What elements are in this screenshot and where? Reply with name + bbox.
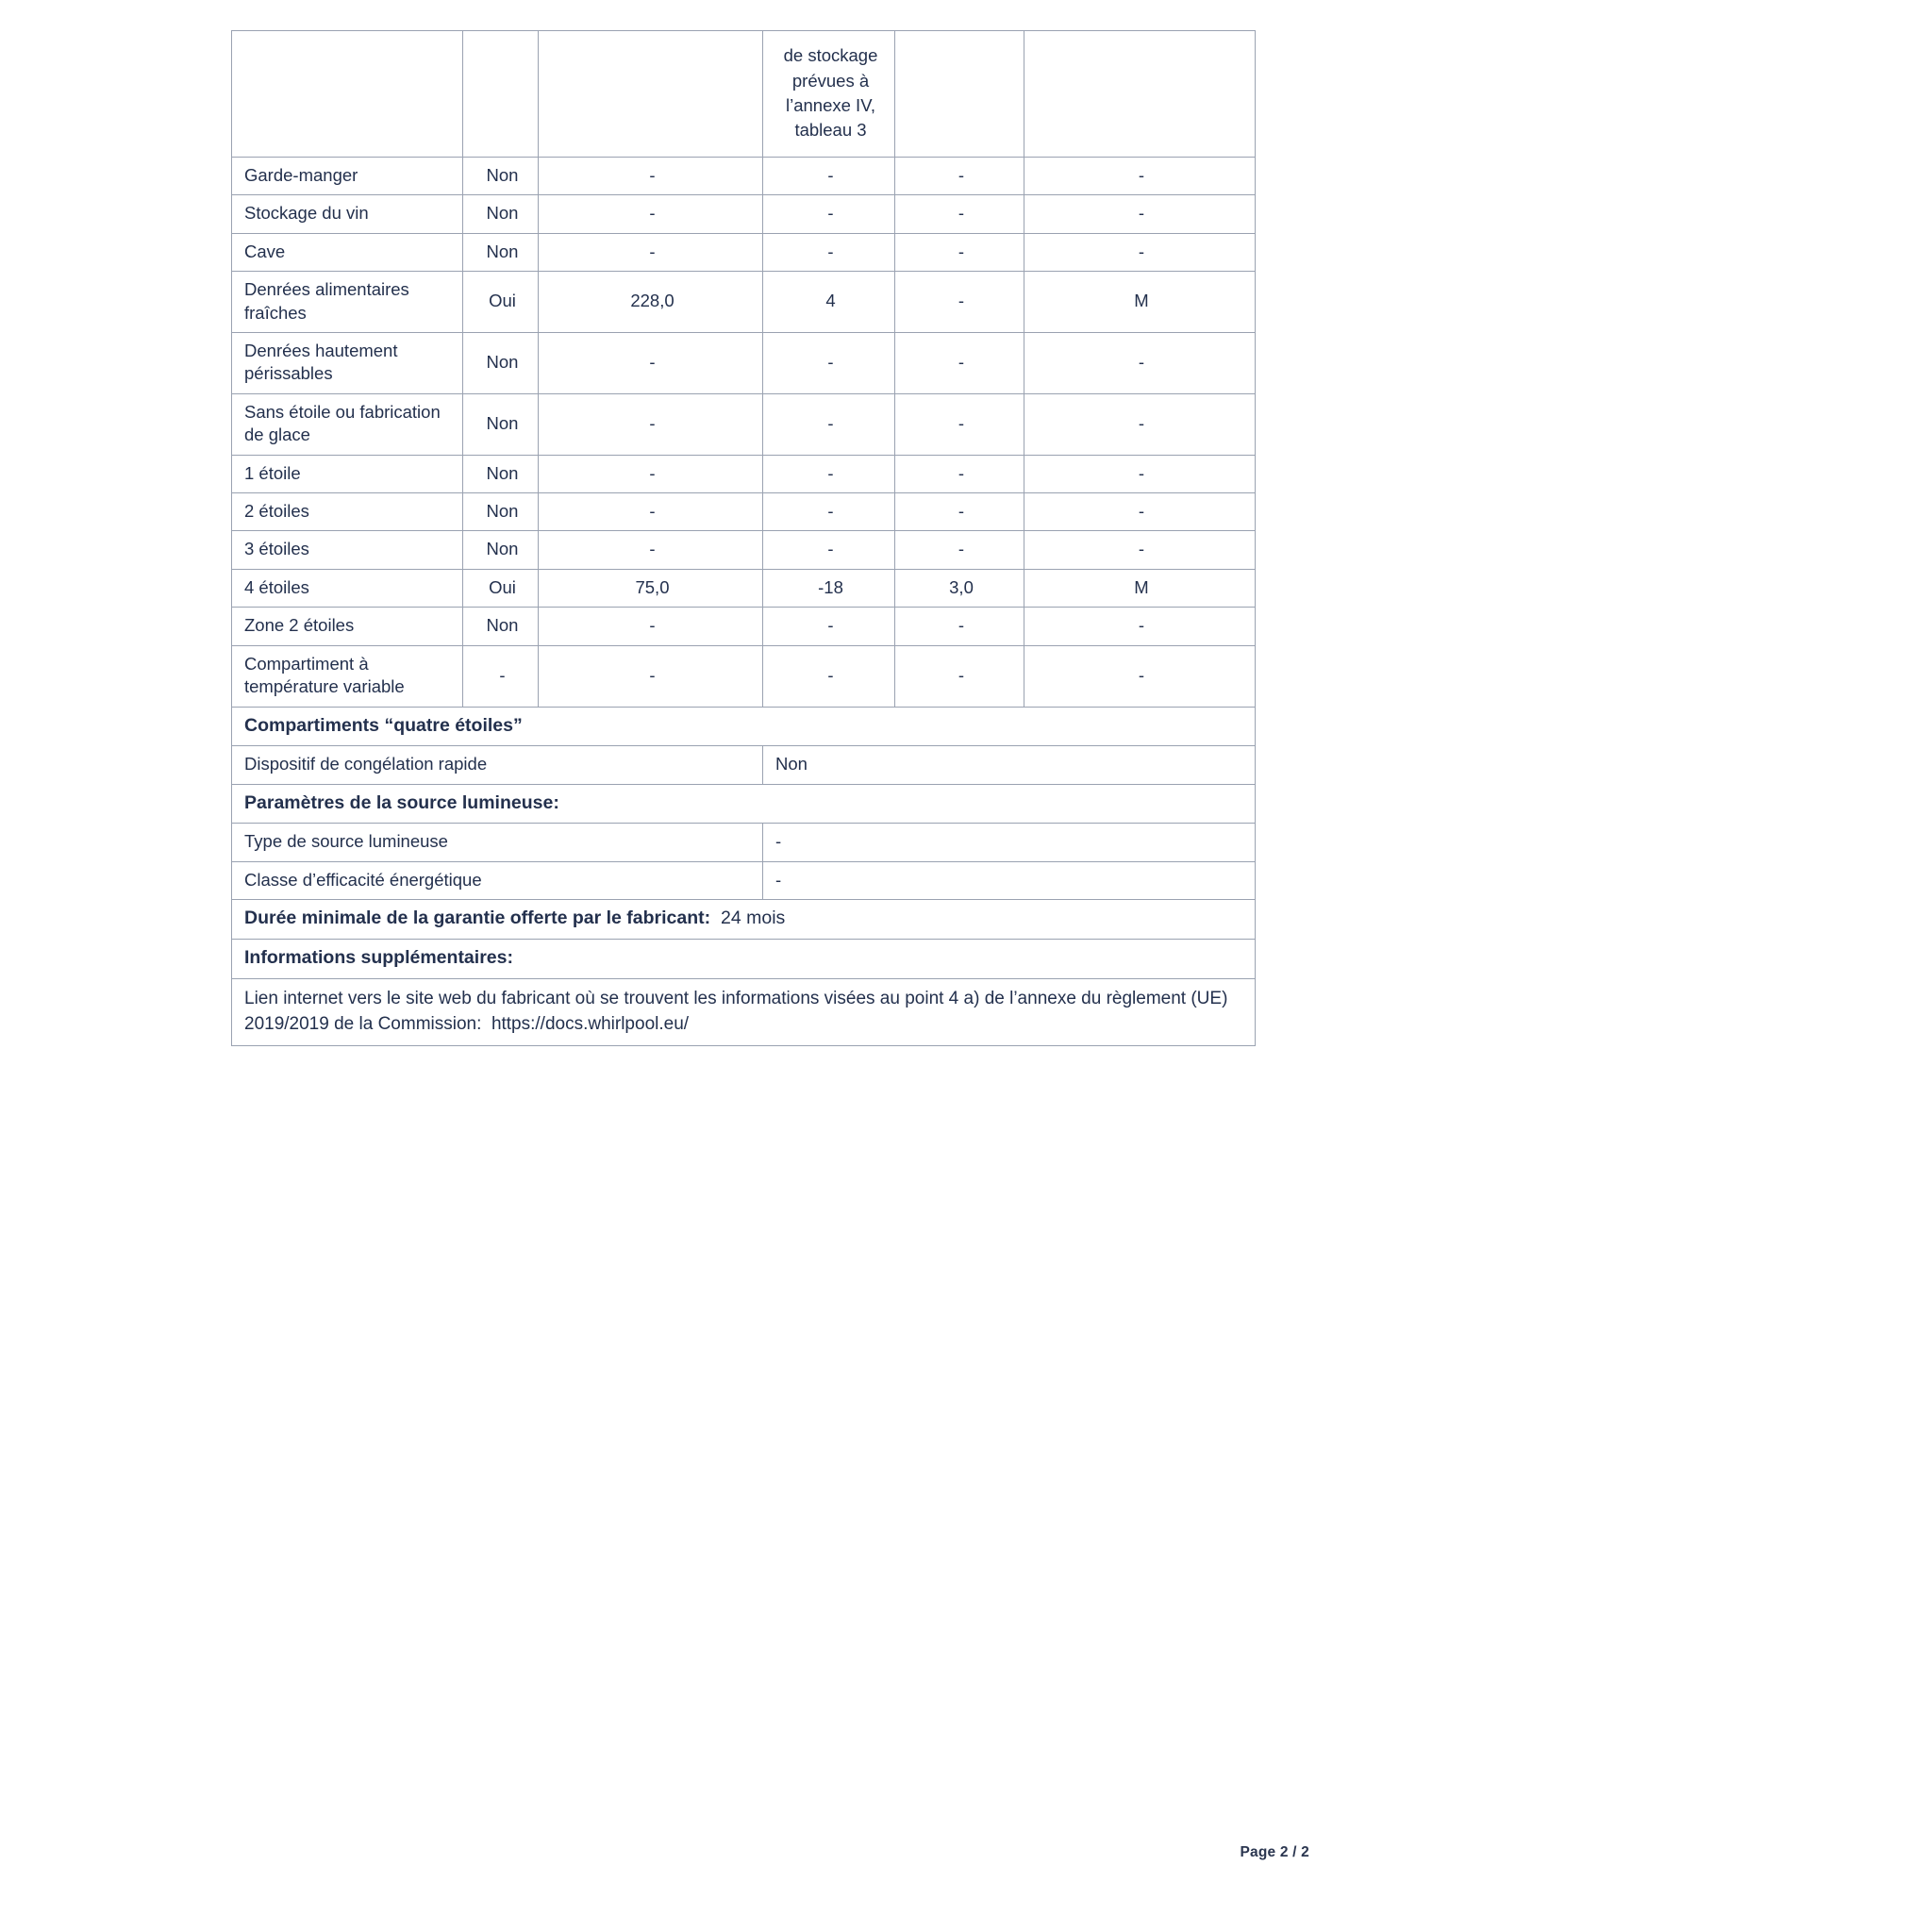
row-temperature: - bbox=[763, 393, 895, 455]
row-present: Non bbox=[463, 531, 539, 569]
table-row bbox=[232, 531, 1256, 569]
row-label: Compartiment à température variable bbox=[232, 645, 463, 707]
manufacturer-url[interactable]: https://docs.whirlpool.eu/ bbox=[491, 1014, 690, 1035]
row-present: - bbox=[463, 645, 539, 707]
row-label: Cave bbox=[232, 233, 463, 271]
row-type: - bbox=[1024, 393, 1256, 455]
row-present: Non bbox=[463, 158, 539, 195]
header-cell-temperature-note: de stockage prévues à l’annexe IV, tableau 3 bbox=[763, 31, 895, 158]
table-row bbox=[232, 233, 1256, 271]
row-volume: - bbox=[539, 333, 763, 394]
fast-freeze-label: Dispositif de congélation rapide bbox=[232, 746, 763, 784]
light-source-type-row bbox=[232, 824, 1256, 861]
row-label: Garde-manger bbox=[232, 158, 463, 195]
row-present: Oui bbox=[463, 272, 539, 333]
row-freezing: - bbox=[895, 493, 1024, 531]
warranty-label: Durée minimale de la garantie offerte par le fabricant: bbox=[244, 908, 711, 929]
row-label: Zone 2 étoiles bbox=[232, 608, 463, 645]
header-cell-present bbox=[463, 31, 539, 158]
row-volume: - bbox=[539, 195, 763, 233]
row-volume: - bbox=[539, 455, 763, 492]
warranty-value: 24 mois bbox=[721, 908, 786, 929]
four-star-section-heading-row bbox=[232, 707, 1256, 746]
row-volume: - bbox=[539, 233, 763, 271]
row-present: Non bbox=[463, 195, 539, 233]
row-label: 4 étoiles bbox=[232, 569, 463, 607]
row-label: Stockage du vin bbox=[232, 195, 463, 233]
row-volume: - bbox=[539, 158, 763, 195]
row-freezing: - bbox=[895, 233, 1024, 271]
light-source-type-label: Type de source lumineuse bbox=[232, 824, 763, 861]
row-volume: - bbox=[539, 531, 763, 569]
row-label: Denrées alimentaires fraîches bbox=[232, 272, 463, 333]
row-freezing: - bbox=[895, 531, 1024, 569]
row-type: - bbox=[1024, 493, 1256, 531]
header-cell-freezing bbox=[895, 31, 1024, 158]
row-temperature: - bbox=[763, 455, 895, 492]
table-row bbox=[232, 608, 1256, 645]
row-type: - bbox=[1024, 645, 1256, 707]
light-source-type-value: - bbox=[763, 824, 1256, 861]
row-present: Oui bbox=[463, 569, 539, 607]
row-freezing: - bbox=[895, 195, 1024, 233]
table-row bbox=[232, 569, 1256, 607]
row-volume: 75,0 bbox=[539, 569, 763, 607]
row-present: Non bbox=[463, 233, 539, 271]
row-freezing: 3,0 bbox=[895, 569, 1024, 607]
row-type: M bbox=[1024, 272, 1256, 333]
row-volume: - bbox=[539, 645, 763, 707]
light-source-heading-row bbox=[232, 784, 1256, 824]
table-row bbox=[232, 493, 1256, 531]
manufacturer-link-cell bbox=[232, 978, 1256, 1045]
row-label: 1 étoile bbox=[232, 455, 463, 492]
spec-sheet bbox=[231, 30, 1255, 1046]
row-type: M bbox=[1024, 569, 1256, 607]
manufacturer-link-row bbox=[232, 978, 1256, 1045]
warranty-value-spacer bbox=[710, 908, 721, 928]
row-present: Non bbox=[463, 608, 539, 645]
row-type: - bbox=[1024, 455, 1256, 492]
row-freezing: - bbox=[895, 158, 1024, 195]
additional-info-heading: Informations supplémentaires: bbox=[232, 939, 1256, 978]
light-source-class-value: - bbox=[763, 861, 1256, 899]
table-header-row bbox=[232, 31, 1256, 158]
table-row bbox=[232, 455, 1256, 492]
row-temperature: - bbox=[763, 233, 895, 271]
row-volume: - bbox=[539, 493, 763, 531]
row-present: Non bbox=[463, 493, 539, 531]
light-source-class-label: Classe d’efficacité énergétique bbox=[232, 861, 763, 899]
row-temperature: - bbox=[763, 608, 895, 645]
table-row bbox=[232, 645, 1256, 707]
row-volume: 228,0 bbox=[539, 272, 763, 333]
row-temperature: - bbox=[763, 645, 895, 707]
row-temperature: - bbox=[763, 531, 895, 569]
table-row bbox=[232, 333, 1256, 394]
table-row bbox=[232, 393, 1256, 455]
compartment-spec-table bbox=[231, 30, 1256, 1046]
row-temperature: - bbox=[763, 195, 895, 233]
header-cell-label bbox=[232, 31, 463, 158]
link-spacer bbox=[481, 1014, 491, 1034]
row-freezing: - bbox=[895, 608, 1024, 645]
row-freezing: - bbox=[895, 645, 1024, 707]
row-temperature: 4 bbox=[763, 272, 895, 333]
row-volume: - bbox=[539, 393, 763, 455]
header-cell-volume bbox=[539, 31, 763, 158]
warranty-row bbox=[232, 900, 1256, 940]
row-label: 3 étoiles bbox=[232, 531, 463, 569]
row-temperature: -18 bbox=[763, 569, 895, 607]
additional-info-heading-row bbox=[232, 939, 1256, 978]
page-number: Page 2 / 2 bbox=[1240, 1844, 1309, 1860]
light-source-heading: Paramètres de la source lumineuse: bbox=[232, 784, 1256, 824]
four-star-heading: Compartiments “quatre étoiles” bbox=[232, 707, 1256, 746]
header-cell-type bbox=[1024, 31, 1256, 158]
row-temperature: - bbox=[763, 333, 895, 394]
table-row bbox=[232, 272, 1256, 333]
row-label: 2 étoiles bbox=[232, 493, 463, 531]
row-freezing: - bbox=[895, 455, 1024, 492]
fast-freeze-row bbox=[232, 746, 1256, 784]
manufacturer-link-text: Lien internet vers le site web du fabricant où se trouvent les informations visées au point 4 a) de l’annexe du règlement (UE) 2019/2019 de la Commission: bbox=[244, 988, 1228, 1035]
row-label: Denrées hautement périssables bbox=[232, 333, 463, 394]
row-type: - bbox=[1024, 158, 1256, 195]
row-type: - bbox=[1024, 333, 1256, 394]
row-type: - bbox=[1024, 195, 1256, 233]
row-present: Non bbox=[463, 393, 539, 455]
row-type: - bbox=[1024, 233, 1256, 271]
warranty-cell bbox=[232, 900, 1256, 940]
row-label: Sans étoile ou fabrication de glace bbox=[232, 393, 463, 455]
table-row bbox=[232, 158, 1256, 195]
row-type: - bbox=[1024, 531, 1256, 569]
row-temperature: - bbox=[763, 158, 895, 195]
row-present: Non bbox=[463, 455, 539, 492]
row-type: - bbox=[1024, 608, 1256, 645]
row-volume: - bbox=[539, 608, 763, 645]
row-temperature: - bbox=[763, 493, 895, 531]
row-present: Non bbox=[463, 333, 539, 394]
row-freezing: - bbox=[895, 272, 1024, 333]
fast-freeze-value: Non bbox=[763, 746, 1256, 784]
row-freezing: - bbox=[895, 393, 1024, 455]
row-freezing: - bbox=[895, 333, 1024, 394]
light-source-class-row bbox=[232, 861, 1256, 899]
table-row bbox=[232, 195, 1256, 233]
